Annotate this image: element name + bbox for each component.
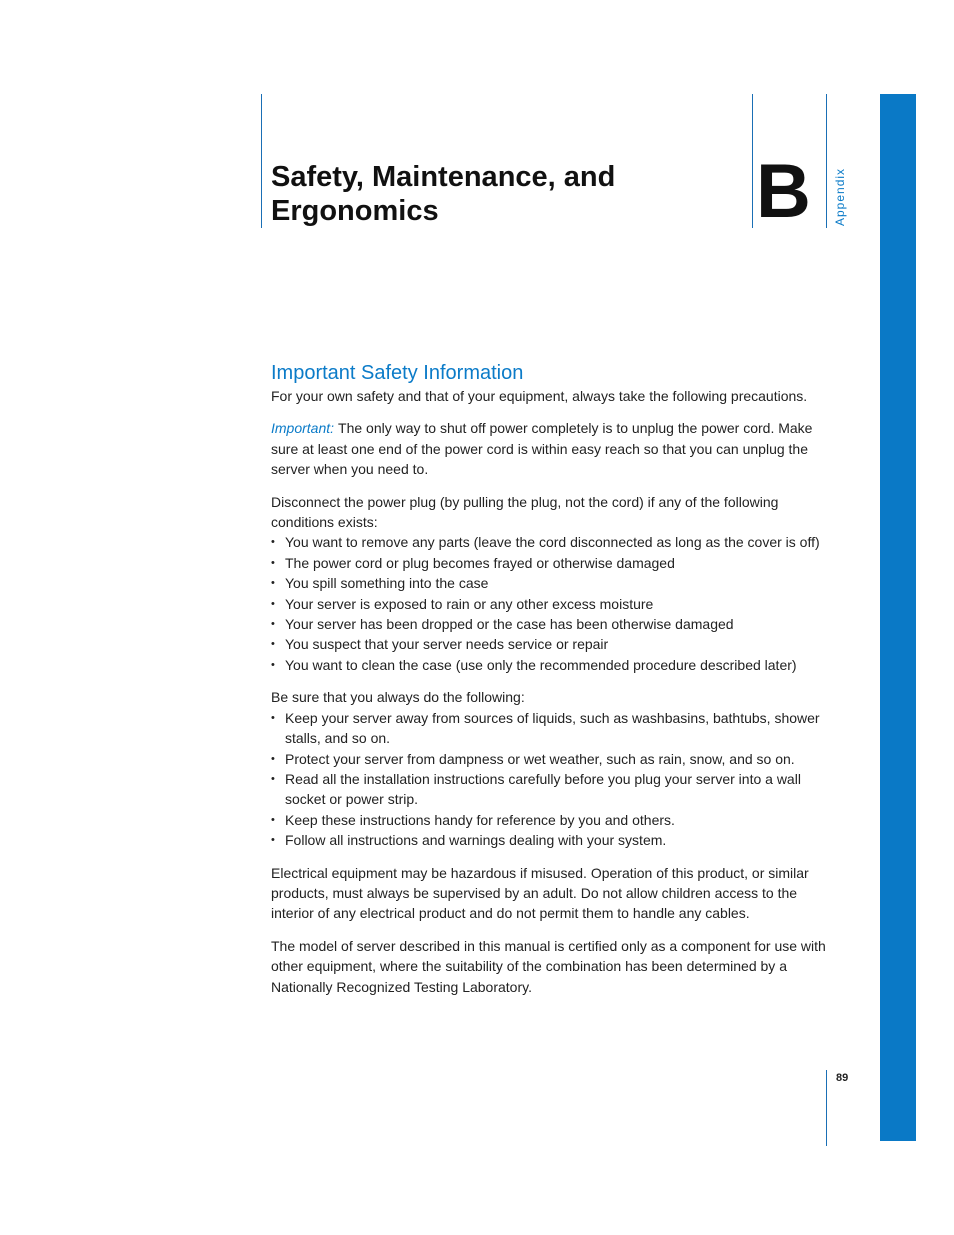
footer-rule	[826, 1070, 827, 1146]
list-item: • The power cord or plug becomes frayed or otherwise damaged	[271, 553, 831, 573]
list-item: • Keep these instructions handy for reference by you and others.	[271, 810, 831, 830]
list-item: • You want to remove any parts (leave the cord disconnected as long as the cover is off)	[271, 532, 831, 552]
page-content	[271, 360, 831, 1009]
chapter-side-tab	[880, 94, 916, 1141]
always-list	[271, 708, 831, 851]
important-paragraph	[271, 418, 831, 479]
important-label: Important:	[271, 420, 335, 437]
disconnect-intro: Disconnect the power plug (by pulling the plug, not the cord) if any of the following conditions exists:	[271, 493, 779, 531]
list-item: • Read all the installation instructions carefully before you plug your server into a wall socket or power strip.	[271, 769, 831, 810]
title-rule-right	[826, 94, 827, 228]
appendix-label: Appendix	[833, 167, 847, 226]
intro-paragraph: For your own safety and that of your equipment, always take the following precautions.	[271, 388, 808, 404]
disconnect-list	[271, 532, 831, 675]
list-item: • Your server is exposed to rain or any other excess moisture	[271, 594, 831, 614]
list-item: • You spill something into the case	[271, 573, 831, 593]
list-item: • Protect your server from dampness or wet weather, such as rain, snow, and so on.	[271, 749, 831, 769]
chapter-title: Safety, Maintenance, and Ergonomics	[271, 161, 616, 227]
important-text: The only way to shut off power completely is to unplug the power cord. Make sure at least one end of the power cord is within easy reach so that you can unplug the server when you need to.	[271, 420, 813, 478]
list-item: • Follow all instructions and warnings dealing with your system.	[271, 830, 831, 850]
list-item: • Your server has been dropped or the case has been otherwise damaged	[271, 614, 831, 634]
list-item: • Keep your server away from sources of liquids, such as washbasins, bathtubs, shower stalls, and so on.	[271, 708, 831, 749]
title-rule-middle	[752, 94, 753, 228]
section-heading: Important Safety Information	[271, 362, 524, 384]
always-intro: Be sure that you always do the following:	[271, 689, 525, 706]
list-item: • You want to clean the case (use only the recommended procedure described later)	[271, 655, 831, 675]
model-paragraph: The model of server described in this manual is certified only as a component for use with other equipment, where the suitability of the combination has been determined by a Nationally Recognized Testing Laboratory.	[271, 937, 826, 995]
title-rule-left	[261, 94, 262, 228]
list-item: • You suspect that your server needs service or repair	[271, 634, 831, 654]
chapter-letter: B	[756, 149, 809, 234]
page-number: 89	[836, 1072, 849, 1084]
electrical-paragraph: Electrical equipment may be hazardous if misused. Operation of this product, or similar products, must always be supervised by an adult. Do not allow children access to the interior of any electrical product and do not permit them to handle any cables.	[271, 864, 809, 922]
